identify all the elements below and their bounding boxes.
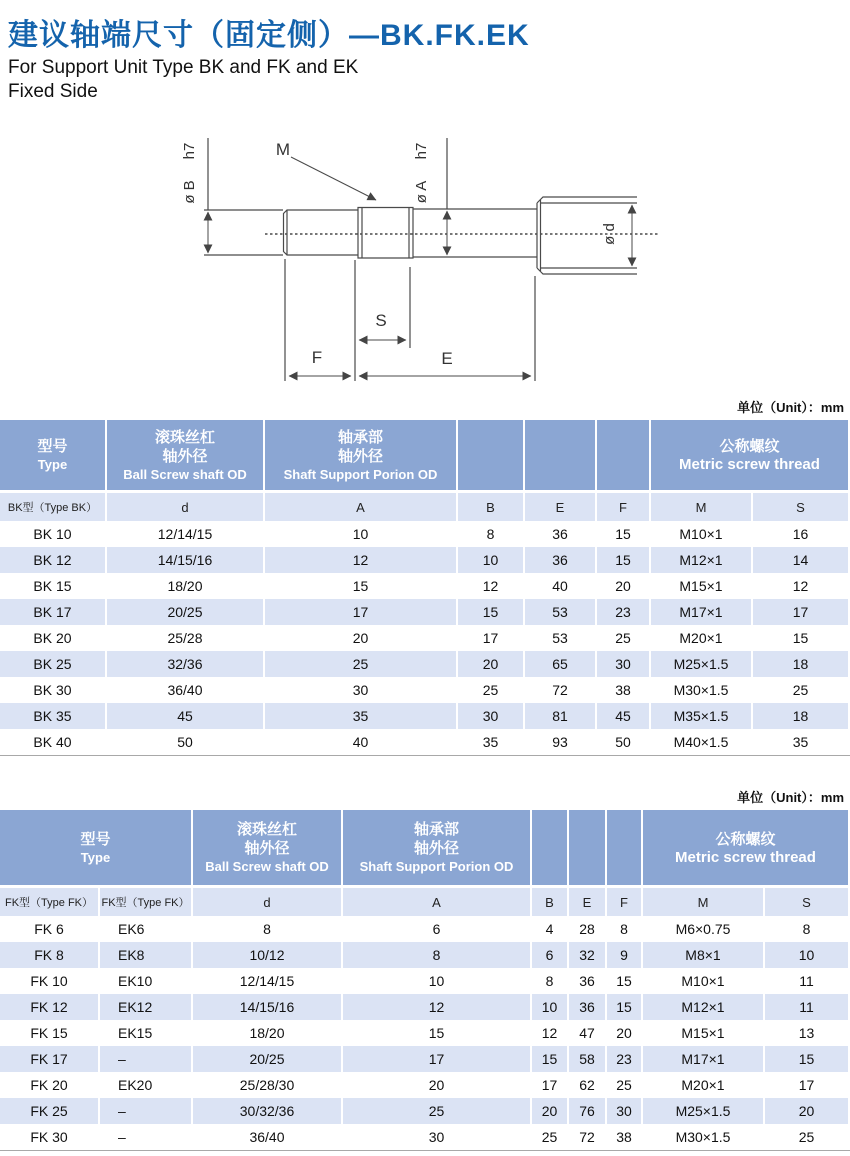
table-cell: 36 (569, 968, 605, 994)
table-cell: 81 (525, 703, 595, 729)
table-cell: 38 (597, 677, 649, 703)
table-cell: 9 (607, 942, 641, 968)
unit-note-bk: 单位（Unit）：mm (737, 400, 844, 415)
table-cell: EK20 (100, 1072, 191, 1098)
table-cell: BK 15 (0, 573, 105, 599)
table-cell: FK 10 (0, 968, 98, 994)
label-dia-a: ø A (413, 180, 430, 204)
table-cell: 58 (569, 1046, 605, 1072)
table-row (0, 573, 850, 599)
table-cell: 12 (265, 547, 456, 573)
subheader-cell: M (651, 493, 751, 521)
table-cell: 50 (597, 729, 649, 755)
subheader-cell: BK型（Type BK） (0, 493, 105, 521)
table-cell: 12/14/15 (107, 521, 263, 547)
table-row (0, 677, 850, 703)
table-cell: 23 (597, 599, 649, 625)
table-cell: FK 8 (0, 942, 98, 968)
table-cell: M17×1 (643, 1046, 763, 1072)
subheader-cell: E (525, 493, 595, 521)
fk-header-row (0, 810, 850, 885)
table-row (0, 521, 850, 547)
table-cell: 20 (343, 1072, 530, 1098)
table-row (0, 625, 850, 651)
table-cell: 14/15/16 (193, 994, 341, 1020)
subheader-cell: F (597, 493, 649, 521)
table-row (0, 599, 850, 625)
subheader-cell: E (569, 888, 605, 916)
table-cell: M10×1 (651, 521, 751, 547)
table-cell: 36/40 (107, 677, 263, 703)
table-cell: 18 (753, 703, 848, 729)
table-cell: 12 (753, 573, 848, 599)
table-cell: EK10 (100, 968, 191, 994)
table-cell: 30 (458, 703, 523, 729)
bk-header-row (0, 420, 850, 490)
table-cell: 35 (753, 729, 848, 755)
table-cell: 36 (525, 521, 595, 547)
table-cell: 11 (765, 968, 848, 994)
table-cell: BK 17 (0, 599, 105, 625)
table-cell: 40 (265, 729, 456, 755)
label-h7-left: h7 (181, 142, 198, 160)
table-cell: 8 (343, 942, 530, 968)
table-cell: 15 (265, 573, 456, 599)
table-cell: 20 (532, 1098, 567, 1124)
table-cell: 6 (343, 916, 530, 942)
table-cell: 15 (607, 968, 641, 994)
table-row (0, 651, 850, 677)
subheader-cell: M (643, 888, 763, 916)
table-row (0, 547, 850, 573)
table-cell: 25 (532, 1124, 567, 1150)
fk-subheader-row (0, 888, 850, 916)
table-cell: 15 (597, 547, 649, 573)
table-cell: BK 10 (0, 521, 105, 547)
table-cell: BK 25 (0, 651, 105, 677)
leader-line-m (291, 157, 376, 200)
table-cell: 6 (532, 942, 567, 968)
table-cell: M25×1.5 (651, 651, 751, 677)
table-cell: M30×1.5 (651, 677, 751, 703)
label-s: S (375, 311, 387, 330)
table-row (0, 1020, 850, 1046)
table-cell: 8 (193, 916, 341, 942)
table-cell: 14 (753, 547, 848, 573)
table-cell: 35 (458, 729, 523, 755)
subheader-cell: B (532, 888, 567, 916)
subheader-cell: S (765, 888, 848, 916)
table-cell: 62 (569, 1072, 605, 1098)
table-cell: 53 (525, 599, 595, 625)
table-cell: 10 (458, 547, 523, 573)
table-cell: 4 (532, 916, 567, 942)
bk-table-body (0, 521, 850, 755)
subtitle-line1: For Support Unit Type BK and FK and EK (8, 57, 359, 78)
table-cell: 11 (765, 994, 848, 1020)
table-cell: – (100, 1098, 191, 1124)
subheader-cell: FK型（Type FK） (0, 888, 98, 916)
table-cell: M20×1 (651, 625, 751, 651)
header-cell-shaft-support-od: 轴承部 轴外径 Shaft Support Porion OD (265, 420, 456, 490)
table-cell: 25/28/30 (193, 1072, 341, 1098)
table-cell: M30×1.5 (643, 1124, 763, 1150)
table-cell: M20×1 (643, 1072, 763, 1098)
diagram-main-shaft (413, 209, 537, 257)
table-cell: 36/40 (193, 1124, 341, 1150)
header-cell-ball-screw-od: 滚珠丝杠 轴外径 Ball Screw shaft OD (107, 420, 263, 490)
table-cell: 93 (525, 729, 595, 755)
table-cell: 40 (525, 573, 595, 599)
table-cell: 30 (597, 651, 649, 677)
subheader-cell: A (265, 493, 456, 521)
table-cell: 8 (458, 521, 523, 547)
table-cell: 32 (569, 942, 605, 968)
label-h7-right: h7 (413, 142, 430, 160)
table-cell: 38 (607, 1124, 641, 1150)
table-cell: M12×1 (643, 994, 763, 1020)
table-row (0, 942, 850, 968)
fk-table-body (0, 916, 850, 1150)
table-cell: FK 25 (0, 1098, 98, 1124)
header-cell-ball-screw-od: 滚珠丝杠 轴外径 Ball Screw shaft OD (193, 810, 341, 885)
table-cell: FK 30 (0, 1124, 98, 1150)
table-cell: 25 (458, 677, 523, 703)
table-cell: 65 (525, 651, 595, 677)
table-cell: 32/36 (107, 651, 263, 677)
table-cell: 23 (607, 1046, 641, 1072)
table-cell: 45 (597, 703, 649, 729)
table-cell: EK15 (100, 1020, 191, 1046)
header-cell-empty (569, 810, 605, 885)
table-cell: 8 (607, 916, 641, 942)
table-cell: 20 (265, 625, 456, 651)
table-cell: M25×1.5 (643, 1098, 763, 1124)
table-cell: M15×1 (643, 1020, 763, 1046)
table-cell: 25 (343, 1098, 530, 1124)
table-row (0, 1124, 850, 1150)
subheader-cell: A (343, 888, 530, 916)
table-cell: 17 (532, 1072, 567, 1098)
table-cell: 25 (597, 625, 649, 651)
table-cell: 20/25 (193, 1046, 341, 1072)
unit-note-fk: 单位（Unit）：mm (737, 790, 844, 805)
table-cell: 13 (765, 1020, 848, 1046)
table-cell: 18/20 (193, 1020, 341, 1046)
subheader-cell: B (458, 493, 523, 521)
subheader-cell: d (107, 493, 263, 521)
table-cell: 17 (765, 1072, 848, 1098)
table-cell: 50 (107, 729, 263, 755)
table-cell: M8×1 (643, 942, 763, 968)
subheader-cell: S (753, 493, 848, 521)
table-cell: 20/25 (107, 599, 263, 625)
table-cell: 14/15/16 (107, 547, 263, 573)
table-cell: 72 (569, 1124, 605, 1150)
table-cell: 8 (532, 968, 567, 994)
table-cell: 18/20 (107, 573, 263, 599)
table-row (0, 729, 850, 755)
table-cell: 20 (597, 573, 649, 599)
header-cell-empty (525, 420, 595, 490)
table-cell: 12/14/15 (193, 968, 341, 994)
table-cell: 17 (753, 599, 848, 625)
table-row (0, 916, 850, 942)
label-dia-d: ø d (601, 223, 618, 245)
table-cell: 15 (753, 625, 848, 651)
label-f: F (311, 348, 323, 367)
table-cell: EK12 (100, 994, 191, 1020)
table-cell: FK 12 (0, 994, 98, 1020)
table-cell: – (100, 1124, 191, 1150)
table-cell: 20 (765, 1098, 848, 1124)
table-cell: 18 (753, 651, 848, 677)
page-title: 建议轴端尺寸（固定侧）—BK.FK.EK (8, 19, 530, 52)
subheader-cell: FK型（Type FK） (100, 888, 191, 916)
bk-table (0, 420, 850, 756)
table-cell: 30 (607, 1098, 641, 1124)
table-row (0, 1098, 850, 1124)
table-cell: 72 (525, 677, 595, 703)
table-cell: 47 (569, 1020, 605, 1046)
table-cell: BK 12 (0, 547, 105, 573)
diagram-shaft-end-section (284, 210, 359, 255)
table-cell: 17 (265, 599, 456, 625)
table-cell: 17 (343, 1046, 530, 1072)
header-cell-empty (532, 810, 567, 885)
label-m: M (275, 140, 291, 159)
table-cell: 10 (265, 521, 456, 547)
table-cell: BK 40 (0, 729, 105, 755)
bk-subheader-row (0, 493, 850, 521)
table-cell: M40×1.5 (651, 729, 751, 755)
table-cell: BK 20 (0, 625, 105, 651)
table-row (0, 994, 850, 1020)
table-cell: FK 6 (0, 916, 98, 942)
header-cell-shaft-support-od: 轴承部 轴外径 Shaft Support Porion OD (343, 810, 530, 885)
table-cell: 25 (265, 651, 456, 677)
table-cell: 15 (458, 599, 523, 625)
table-cell: FK 20 (0, 1072, 98, 1098)
header-cell-type: 型号 Type (0, 810, 191, 885)
table-row (0, 1046, 850, 1072)
table-cell: EK6 (100, 916, 191, 942)
table-row (0, 1072, 850, 1098)
table-cell: 15 (597, 521, 649, 547)
header-cell-metric-thread: 公称螺纹 Metric screw thread (643, 810, 848, 885)
table-cell: 12 (343, 994, 530, 1020)
table-cell: 12 (532, 1020, 567, 1046)
table-cell: 10/12 (193, 942, 341, 968)
label-e: E (441, 349, 453, 368)
header-cell-type: 型号 Type (0, 420, 105, 490)
table-cell: M35×1.5 (651, 703, 751, 729)
table-cell: M12×1 (651, 547, 751, 573)
table-cell: 20 (458, 651, 523, 677)
table-cell: 76 (569, 1098, 605, 1124)
fk-table (0, 810, 850, 1151)
table-cell: 28 (569, 916, 605, 942)
header-cell-empty (458, 420, 523, 490)
table-cell: 30 (265, 677, 456, 703)
table-cell: 30/32/36 (193, 1098, 341, 1124)
subheader-cell: d (193, 888, 341, 916)
table-cell: 25 (765, 1124, 848, 1150)
table-cell: 12 (458, 573, 523, 599)
header-cell-empty (597, 420, 649, 490)
header-cell-empty (607, 810, 641, 885)
table-cell: M17×1 (651, 599, 751, 625)
table-cell: BK 35 (0, 703, 105, 729)
table-cell: 30 (343, 1124, 530, 1150)
table-cell: M10×1 (643, 968, 763, 994)
table-cell: 45 (107, 703, 263, 729)
table-cell: 53 (525, 625, 595, 651)
table-cell: 20 (607, 1020, 641, 1046)
table-cell: 36 (569, 994, 605, 1020)
subtitle-line2: Fixed Side (8, 81, 98, 102)
table-cell: 10 (532, 994, 567, 1020)
label-dia-b: ø B (181, 180, 198, 204)
table-cell: 35 (265, 703, 456, 729)
table-cell: 15 (607, 994, 641, 1020)
header-cell-metric-thread: 公称螺纹 Metric screw thread (651, 420, 848, 490)
table-cell: 8 (765, 916, 848, 942)
table-cell: FK 15 (0, 1020, 98, 1046)
table-cell: M6×0.75 (643, 916, 763, 942)
table-cell: 36 (525, 547, 595, 573)
table-row (0, 703, 850, 729)
table-cell: 10 (343, 968, 530, 994)
table-row (0, 968, 850, 994)
table-cell: M15×1 (651, 573, 751, 599)
table-cell: BK 30 (0, 677, 105, 703)
subheader-cell: F (607, 888, 641, 916)
table-cell: 15 (765, 1046, 848, 1072)
table-cell: 17 (458, 625, 523, 651)
shaft-end-diagram (0, 115, 850, 410)
table-cell: 10 (765, 942, 848, 968)
diagram-large-section (537, 197, 637, 274)
diagram-thread-section (358, 208, 413, 259)
table-cell: 25 (607, 1072, 641, 1098)
table-cell: – (100, 1046, 191, 1072)
table-cell: FK 17 (0, 1046, 98, 1072)
table-cell: 15 (532, 1046, 567, 1072)
table-cell: 25 (753, 677, 848, 703)
table-cell: 25/28 (107, 625, 263, 651)
table-cell: 16 (753, 521, 848, 547)
table-cell: EK8 (100, 942, 191, 968)
table-cell: 15 (343, 1020, 530, 1046)
